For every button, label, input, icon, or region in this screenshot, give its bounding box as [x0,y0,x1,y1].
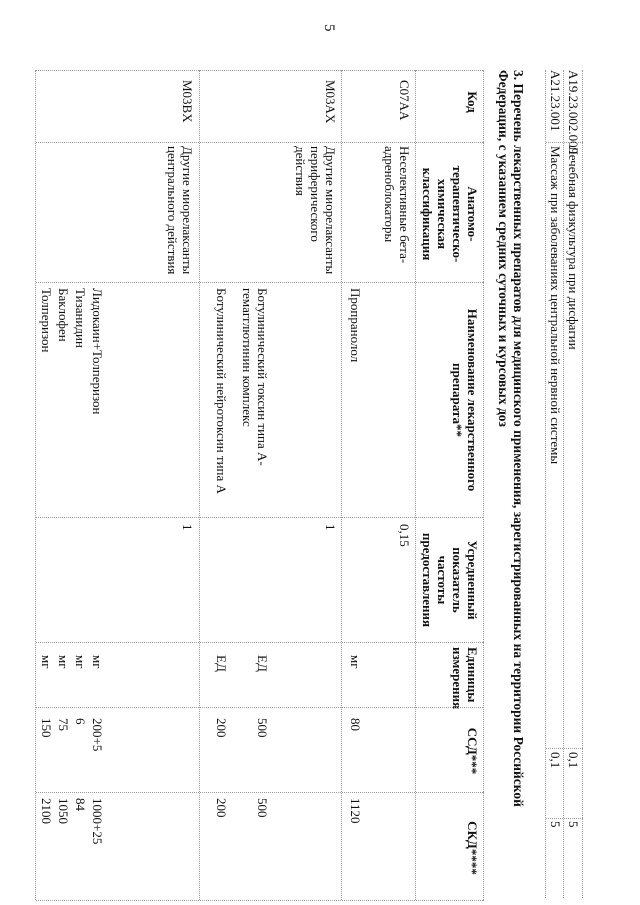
drug-skd: 1000+25 [90,798,105,845]
service-name: Лечебная физкультура при дисфагии [566,146,581,350]
service-row [566,70,580,900]
service-frequency: 0,1 [548,752,563,769]
drug-skd: 84 [73,798,88,811]
group-code: M03AX [323,80,338,124]
table-rule [36,282,484,283]
drug-name: Лидокаин+Толперизон [90,288,105,415]
drug-ssd: 200+5 [90,718,105,752]
table-rule [35,70,36,900]
table-rule [36,142,484,143]
header-drug: Наименование лекарственного препарата** [450,308,480,492]
page-number: 5 [321,24,337,32]
drug-ssd: 6 [73,718,88,725]
table-rule [199,70,200,900]
drug-skd: 500 [255,798,270,818]
table-rule [483,70,484,900]
drug-ssd: 75 [56,718,71,731]
table-rule [36,792,484,793]
drug-name: Пропранолол [348,288,363,363]
group-atc: Другие миорелаксанты центрального действия [165,146,195,275]
table-rule [546,142,583,143]
table-rule [546,818,583,819]
drug-name: Ботулинический токсин типа A-гемагглютинин комплекс [240,288,270,466]
drug-name: Толперизон [39,288,54,353]
group-atc: Другие миорелаксанты периферического действия [293,146,338,275]
section-title: 3. Перечень лекарственных препаратов для медицинского применения, зарегистрированных на территории Российской Федерации, с указанием средних суточных и курсовых доз [496,70,526,807]
drug-name: Тизанидин [73,288,88,348]
group-code: C07AA [397,80,412,121]
group-frequency: 0,15 [397,524,412,547]
drug-skd: 200 [214,798,229,818]
service-row [548,70,562,900]
drug-ssd: 150 [39,718,54,738]
drug-unit: мг [73,655,88,669]
drug-name: Баклофен [56,288,71,342]
service-code: A21.23.001 [548,70,563,132]
service-name: Массаж при заболеваниях центральной нервной системы [548,146,563,465]
service-multiplicity: 5 [566,821,581,828]
table-rule [546,748,583,749]
table-rule [36,642,484,643]
header-ssd: ССД*** [465,727,480,775]
service-multiplicity: 5 [548,821,563,828]
group-frequency: 1 [323,524,338,531]
drug-unit: мг [56,655,71,669]
table-rule [36,517,484,518]
table-rule [545,70,546,898]
table-rule [36,70,484,71]
header-atc: Анатомо-терапевтическо-химическая классификация [420,165,480,263]
group-code: M03BX [180,80,195,123]
drug-ssd: 80 [348,718,363,731]
drug-skd: 2100 [39,798,54,824]
table-rule [563,70,564,898]
drug-name: Ботулинический нейротоксин типа А [214,288,229,494]
drug-unit: ЕД [255,655,270,672]
drug-unit: мг [90,655,105,669]
drug-unit: мг [39,655,54,669]
table-rule [36,707,484,708]
drug-skd: 1120 [348,798,363,824]
group-atc: Неселективные бета-адреноблокаторы [382,146,412,264]
header-code: Код [465,91,480,113]
table-rule [582,70,583,898]
drug-ssd: 500 [255,718,270,738]
table-rule [341,70,342,900]
service-frequency: 0,1 [566,752,581,769]
group-frequency: 1 [180,524,195,531]
drug-ssd: 200 [214,718,229,738]
drug-unit: ЕД [214,655,229,672]
header-skd: СКД**** [465,821,480,875]
table-rule [415,70,416,900]
table-rule [36,900,484,901]
header-unit: Единицы измерения [450,647,480,710]
drug-unit: мг [348,655,363,669]
service-code: A19.23.002.009 [566,70,581,155]
header-frequency: Усредненный показатель частоты предоставления [420,532,480,628]
drug-skd: 1050 [56,798,71,824]
